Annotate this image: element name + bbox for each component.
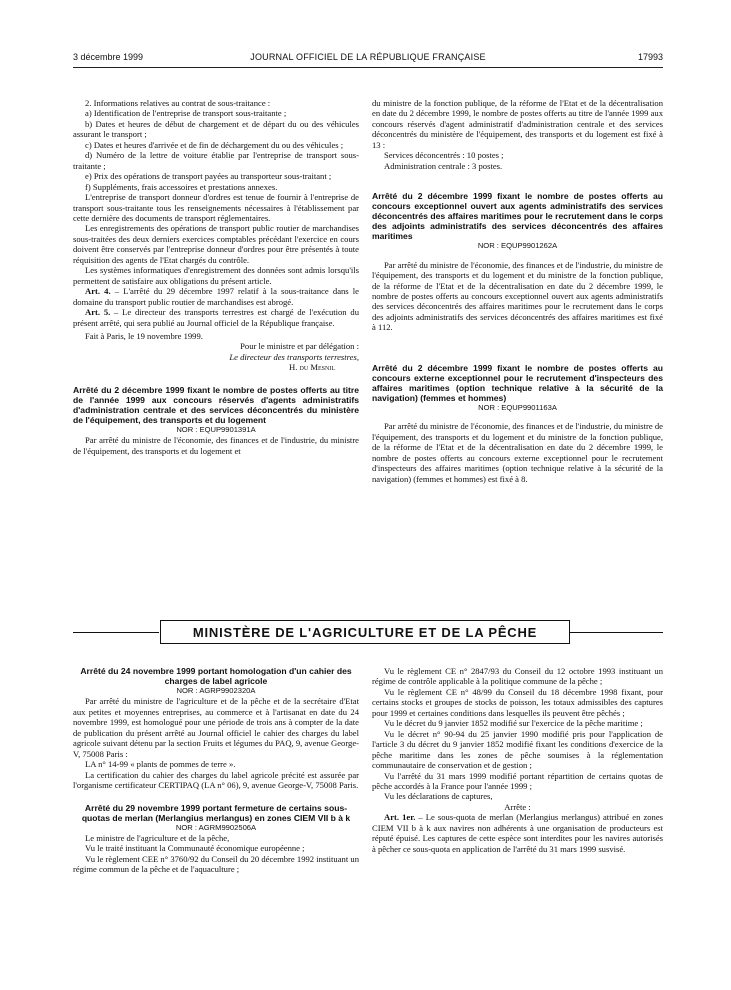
paragraph: Vu le règlement CEE n° 3760/92 du Conseil du 20 décembre 1992 instituant un régime commun de la pêche et de l'aquaculture ; bbox=[73, 853, 359, 875]
signing-place-date: Fait à Paris, le 19 novembre 1999. bbox=[85, 330, 203, 341]
paragraph: La certification du cahier des charges du label agricole précité est assurée par l'organisme certificateur CERTIPAQ (LA n° 06), 9, avenue George-V, 75008 Paris. bbox=[73, 769, 359, 791]
paragraph: Les enregistrements des opérations de transport public routier de marchandises sous-traitées des deux derniers exercices comptables précédant l'exercice en cours doivent être conservés par l'entreprise donneur d'ordres pour être présentés à toute réquisition des agents de l'Etat chargés du contrôle. bbox=[73, 223, 359, 265]
paragraph: Vu le traité instituant la Communauté économique européenne ; bbox=[85, 843, 305, 854]
paragraph: Par arrêté du ministre de l'économie, des finances et de l'industrie, du ministre de l'équipement, des transports et du logement et du ministre de la fonction publique, de la réforme de l'Etat et de la décentralisation en date du 2 décembre 1999, le nombre de postes offerts au concours externe exceptionnel pour le recrutement d'inspecteurs des affaires maritimes (option technique relative à la sécurité de la navigation) (femmes et hommes) est fixé à 8. bbox=[372, 421, 663, 484]
article-1 bbox=[372, 812, 663, 854]
paragraph: Vu le règlement CE n° 2847/93 du Conseil du 12 octobre 1993 instituant un régime de contrôle applicable à la politique commune de la pêche ; bbox=[372, 666, 663, 687]
decree-title: Arrêté du 2 décembre 1999 fixant le nombre de postes offerts au titre de l'année 1999 aux concours réservés d'agents administratifs d'administration centrale et des services déconcentrés du ministère de l'équipement, des transports et du logement bbox=[73, 384, 359, 425]
article-label: Art. 5. bbox=[85, 307, 111, 318]
article-label: Art. 1er. bbox=[384, 812, 416, 823]
signatory-name: H. du Mesnil bbox=[289, 362, 335, 373]
ministry-banner: MINISTÈRE DE L'AGRICULTURE ET DE LA PÊCHE bbox=[160, 620, 570, 644]
paragraph: f) Suppléments, frais accessoires et prestations annexes. bbox=[85, 181, 278, 192]
paragraph: du ministre de la fonction publique, de la réforme de l'Etat et de la décentralisation en date du 2 décembre 1999, le nombre de postes offerts au titre de l'année 1999 aux concours réservés d'agent administratif d'administration centrale et des services déconcentrés du ministère de l'équipement, des transports et du logement est fixé à 13 : bbox=[372, 98, 663, 150]
decree-title: Arrêté du 29 novembre 1999 portant fermeture de certains sous-quotas de merlan (Merlangius merlangus) en zones CIEM VII b à k bbox=[81, 802, 351, 823]
column-2 bbox=[372, 98, 663, 484]
paragraph: Par arrêté du ministre de l'économie, des finances et de l'industrie, du ministre de l'équipement, des transports et du logement et du ministre de la fonction publique, de la réforme de l'Etat et de la décentralisation en date du 2 décembre 1999, le nombre de postes offerts au concours exceptionnel ouvert aux agents administratifs des services déconcentrés des affaires maritimes pour le recrutement dans le corps des adjoints administratifs des services déconcentrés des affaires maritimes est fixé à 112. bbox=[372, 259, 663, 333]
paragraph: Vu les déclarations de captures, bbox=[384, 791, 493, 802]
paragraph: d) Numéro de la lettre de voiture établie par l'entreprise de transport sous-traitante ; bbox=[73, 150, 359, 171]
article-label: Art. 4. bbox=[85, 286, 111, 297]
paragraph: Vu le décret n° 90-94 du 25 janvier 1990 modifié pris pour l'application de l'article 3 du décret du 9 janvier 1852 modifié fixant les conditions d'exercice de la pêche maritime dans les zones de pêche soumises à la réglementation communautaire de conservation et de gestion ; bbox=[372, 728, 663, 771]
signature-line: Pour le ministre et par délégation : bbox=[240, 341, 359, 352]
decree-title: Arrêté du 2 décembre 1999 fixant le nombre de postes offerts au concours externe exceptionnel pour le recrutement d'inspecteurs des affaires maritimes (option technique relative à la sécurité de la navigation) (femmes et hommes) bbox=[372, 362, 663, 403]
banner-rule-right bbox=[570, 632, 663, 633]
article-5 bbox=[73, 307, 359, 328]
paragraph: e) Prix des opérations de transport payées au transporteur sous-traitant ; bbox=[85, 171, 332, 182]
paragraph: 2. Informations relatives au contrat de sous-traitance : bbox=[85, 98, 271, 108]
signature-line: Le directeur des transports terrestres, bbox=[229, 351, 359, 362]
nor-reference: NOR : EQUP9901262A bbox=[477, 241, 558, 251]
paragraph: Par arrêté du ministre de l'économie, des finances et de l'industrie, du ministre de l'équipement, des transports et du logement et bbox=[73, 435, 359, 456]
paragraph: L'entreprise de transport donneur d'ordres est tenue de fournir à l'entreprise de transport sous-traitante tous les renseignements nécessaires à l'établissement par cette dernière des documents de transport réglementaires. bbox=[73, 192, 359, 223]
paragraph: c) Dates et heures d'arrivée et de fin de déchargement du ou des véhicules ; bbox=[85, 139, 344, 150]
paragraph: LA n° 14-99 « plants de pommes de terre ». bbox=[85, 759, 236, 770]
column-3 bbox=[73, 666, 359, 875]
paragraph: Vu le décret du 9 janvier 1852 modifié sur l'exercice de la pêche maritime ; bbox=[384, 718, 643, 729]
nor-reference: NOR : EQUP9901391A bbox=[176, 424, 256, 434]
paragraph: b) Dates et heures de début de chargement et de départ du ou des véhicules assurant le transport ; bbox=[73, 118, 359, 140]
decree-title: Arrêté du 24 novembre 1999 portant homologation d'un cahier des charges de label agricole bbox=[80, 666, 352, 686]
article-text: – L'arrêté du 29 décembre 1997 relatif à la sous-traitance dans le domaine du transport public routier de marchandises est abrogé. bbox=[73, 286, 359, 307]
decree-title: Arrêté du 2 décembre 1999 fixant le nombre de postes offerts au concours exceptionnel ouvert aux agents administratifs des services déconcentrés des affaires maritimes pour le recrutement dans le corps des adjoints administratifs des services déconcentrés des affaires maritimes bbox=[372, 191, 663, 242]
column-1 bbox=[73, 98, 359, 456]
arrete-heading: Arrête : bbox=[504, 801, 531, 812]
paragraph: Vu l'arrêté du 31 mars 1999 modifié portant répartition de certains quotas de pêche accordés à la France pour l'année 1999 ; bbox=[372, 770, 663, 791]
paragraph: a) Identification de l'entreprise de transport sous-traitante ; bbox=[85, 108, 287, 119]
article-text: – Le directeur des transports terrestres est chargé de l'exécution du présent arrêté, qui sera publié au Journal officiel de la République française. bbox=[73, 307, 359, 328]
paragraph: Par arrêté du ministre de l'agriculture et de la pêche et de la secrétaire d'Etat aux petites et moyennes entreprises, au commerce et à l'artisanat en date du 24 novembre 1999, est homologué pour une période de trois ans à compter de la date de publication du présent arrêté au Journal officiel le cahier des charges du label agricole suivant détenu par la section Fruits et légumes du PAQ, 9, avenue George-V, 75008 Paris : bbox=[73, 696, 359, 759]
page-number: 17993 bbox=[637, 52, 663, 62]
paragraph: Vu le règlement CE n° 48/99 du Conseil du 18 décembre 1998 fixant, pour certains stocks et groupes de stocks de poisson, les totaux admissibles des captures pour 1999 et certaines conditions dans lesquelles ils peuvent être pêchés ; bbox=[372, 686, 663, 718]
list-item: Administration centrale : 3 postes. bbox=[384, 160, 503, 171]
list-item: Services déconcentrés : 10 postes ; bbox=[384, 150, 504, 161]
journal-title: JOURNAL OFFICIEL DE LA RÉPUBLIQUE FRANÇAISE bbox=[250, 52, 486, 62]
paragraph: Les systèmes informatiques d'enregistrement des données sont admis lorsqu'ils permettent de satisfaire aux obligations du présent article. bbox=[73, 265, 359, 286]
paragraph: Le ministre de l'agriculture et de la pêche, bbox=[85, 832, 230, 843]
banner-rule-left bbox=[73, 632, 159, 633]
nor-reference: NOR : EQUP9901163A bbox=[478, 402, 557, 412]
article-text: – Le sous-quota de merlan (Merlangius merlangus) attribué en zones CIEM VII b à k aux navires non adhérents à une organisation de producteurs est réputé épuisé. Les captures de cette espèce sont interdites pour les navires autorisés à pêcher ce sous-quota en application de l'arrêté du 31 mars 1999 susvisé. bbox=[372, 812, 664, 854]
article-4 bbox=[73, 286, 359, 307]
header-rule bbox=[73, 67, 663, 68]
column-4 bbox=[372, 666, 663, 854]
nor-reference: NOR : AGRP9902320A bbox=[176, 686, 256, 695]
page-header bbox=[73, 52, 663, 66]
nor-reference: NOR : AGRM9902506A bbox=[175, 822, 257, 832]
issue-date: 3 décembre 1999 bbox=[73, 52, 144, 62]
